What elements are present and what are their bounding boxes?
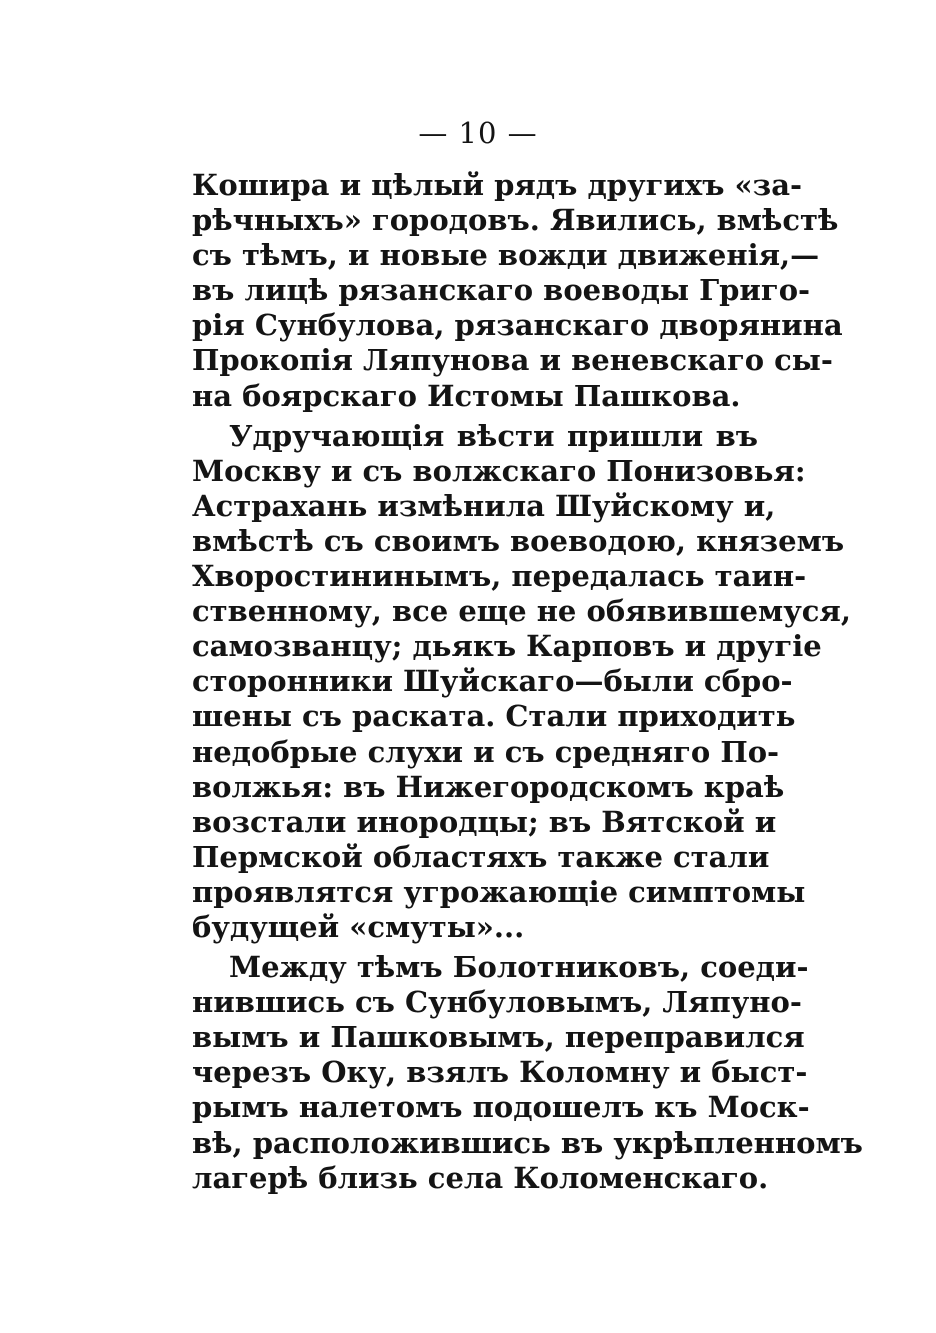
text-line: Пермской областяхъ также стали — [192, 839, 770, 874]
text-line: на боярскаго Истомы Пашкова. — [192, 378, 741, 413]
paragraph-1 — [192, 168, 843, 414]
text-line: Прокопія Ляпунова и веневскаго сы- — [192, 343, 833, 378]
text-line: шены съ раската. Стали приходить — [192, 699, 796, 734]
text-line: вмѣстѣ съ своимъ воеводою, княземъ — [192, 523, 845, 558]
text-line: Удручающія вѣсти пришли въ — [229, 418, 758, 453]
text-line: ственному, все еще не обявившемуся, — [192, 594, 851, 629]
text-line: возстали инородцы; въ Вятской и — [192, 804, 777, 839]
text-line: Астрахань измѣнила Шуйскому и, — [192, 488, 776, 523]
text-line: Кошира и цѣлый рядъ другихъ «за- — [192, 168, 803, 202]
text-line: будущей «смуты»... — [192, 909, 525, 944]
text-line: съ тѣмъ, и новые вожди движенія,— — [192, 238, 820, 273]
page-number: — 10 — — [418, 116, 538, 150]
text-line: лагерѣ близь села Коломенскаго. — [192, 1160, 769, 1195]
text-line: въ лицѣ рязанскаго воеводы Григо- — [192, 273, 811, 308]
page-body-text — [192, 168, 863, 1196]
text-line: сторонники Шуйскаго—были сбро- — [192, 664, 793, 699]
text-line: рія Сунбулова, рязанскаго дворянина — [192, 308, 843, 343]
text-line: вымъ и Пашковымъ, переправился — [192, 1020, 805, 1055]
text-line: Хворостининымъ, передалась таин- — [192, 559, 807, 594]
text-line: Между тѣмъ Болотниковъ, соеди- — [229, 950, 809, 985]
text-line: рымъ налетомъ подошелъ къ Моск- — [192, 1090, 810, 1125]
text-line: нившись съ Сунбуловымъ, Ляпуно- — [192, 985, 802, 1020]
paragraph-3 — [192, 950, 863, 1196]
text-line: самозванцу; дьякъ Карповъ и другіе — [192, 629, 822, 664]
text-line: вѣ, расположившись въ укрѣпленномъ — [192, 1125, 863, 1160]
text-line: недобрые слухи и съ средняго По- — [192, 734, 780, 769]
text-line: черезъ Оку, взялъ Коломну и быст- — [192, 1055, 808, 1090]
text-line: рѣчныхъ» городовъ. Явились, вмѣстѣ — [192, 203, 839, 238]
text-line: проявлятся угрожающіе симптомы — [192, 874, 806, 909]
text-line: Москву и съ волжскаго Понизовья: — [192, 453, 806, 488]
paragraph-2 — [192, 418, 851, 945]
text-line: волжья: въ Нижегородскомъ краѣ — [192, 769, 785, 804]
